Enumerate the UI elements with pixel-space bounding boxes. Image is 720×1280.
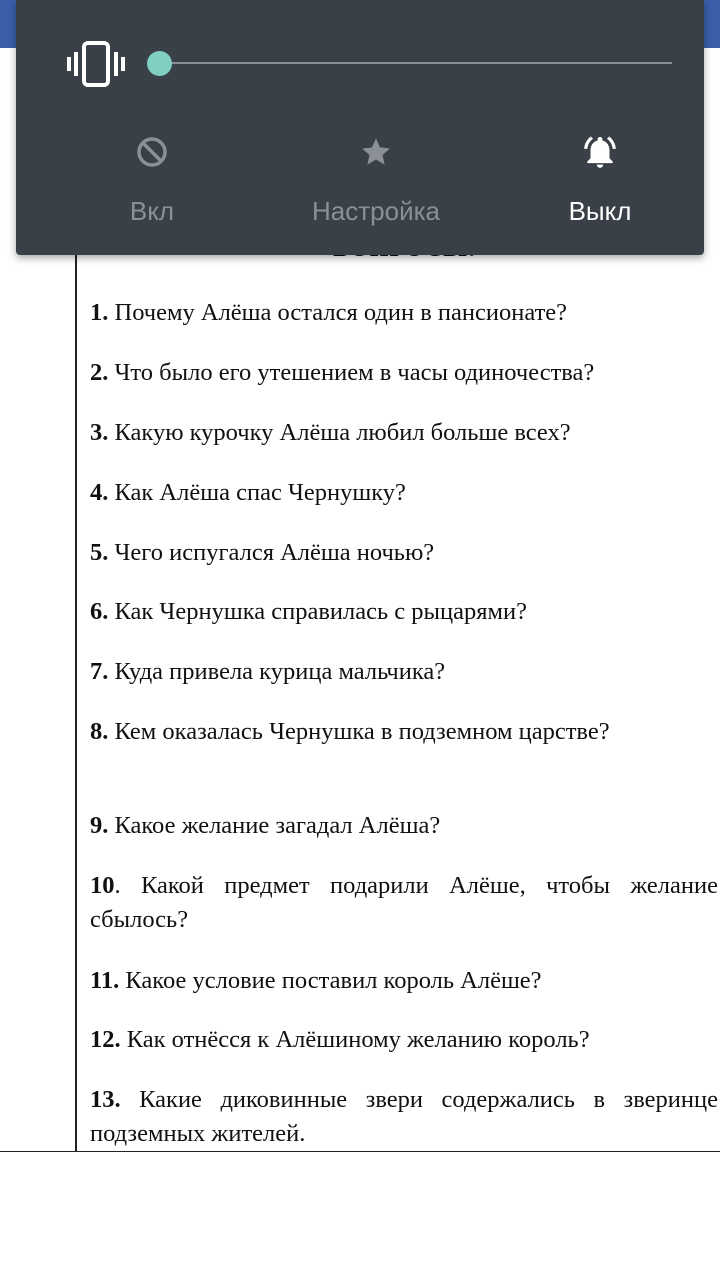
table-border-left <box>75 245 77 1152</box>
mode-custom-button[interactable] <box>256 132 496 227</box>
question-item: 1. Почему Алёша остался один в пансионате? <box>90 299 568 326</box>
question-item: 8. Кем оказалась Чернушка в подземном царстве? <box>90 718 610 745</box>
question-item: 4. Как Алёша спас Чернушку? <box>90 479 406 506</box>
do-not-disturb-icon <box>135 135 169 169</box>
question-item: 12. Как отнёсся к Алёшиному желанию король? <box>90 1026 590 1053</box>
bell-ring-icon <box>581 133 619 171</box>
mode-off-button[interactable] <box>480 132 720 227</box>
question-item: 13. Какие диковинные звери содержались в зверинце подземных жителей. <box>90 1086 718 1147</box>
mode-off-label: Выкл <box>568 196 632 226</box>
sound-mode-panel <box>16 0 704 255</box>
vibrate-icon[interactable] <box>66 40 126 88</box>
question-item: 6. Как Чернушка справилась с рыцарями? <box>90 598 527 625</box>
question-item: 7. Куда привела курица мальчика? <box>90 658 446 685</box>
mode-custom-label: Настройка <box>312 196 440 226</box>
mode-on-button[interactable] <box>32 132 272 227</box>
question-item: 2. Что было его утешением в часы одиночества? <box>90 359 595 386</box>
volume-slider-track[interactable] <box>159 62 672 64</box>
star-icon <box>359 135 393 169</box>
question-item: 11. Какое условие поставил король Алёше? <box>90 967 542 994</box>
question-item: 5. Чего испугался Алёша ночью? <box>90 539 435 566</box>
volume-slider-thumb[interactable] <box>147 51 172 76</box>
question-item: 10. Какой предмет подарили Алёше, чтобы желание сбылось? <box>90 872 718 933</box>
question-item: 3. Какую курочку Алёша любил больше всех? <box>90 419 571 446</box>
question-item: 9. Какое желание загадал Алёша? <box>90 812 441 839</box>
table-border-bottom <box>0 1151 720 1152</box>
mode-on-label: Вкл <box>129 196 175 226</box>
